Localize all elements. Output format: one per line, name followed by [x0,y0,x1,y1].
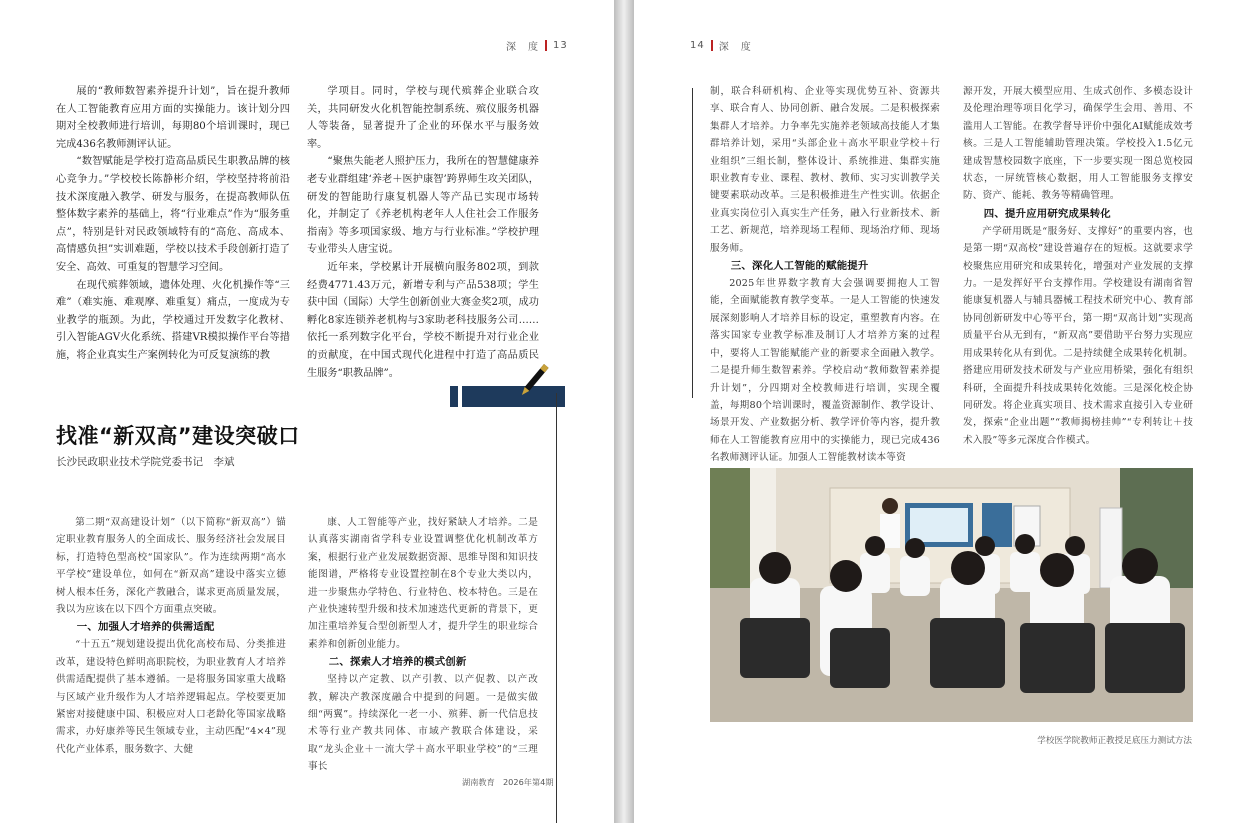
paragraph: “数智赋能是学校打造高品质民生职教品牌的核心竞争力。”学校校长陈静彬介绍，学校坚持将前沿技术深度融入教学、研发与服务，在提高教师队伍整体数字素养的基础上，将“行业难点”作为“服务重点”，特别是针对民政领域特有的“高危、高成本、高情感负担”实训难题，学校以技术手段创新打造了安全、高效、可重复的智慧学习空间。 [56,156,290,273]
classroom-photo [710,468,1193,722]
book-spine [614,0,634,823]
paragraph: 源开发，开展大模型应用、生成式创作、多模态设计及伦理治理等项目化学习，确保学生会用、善用、不滥用人工智能。在教学督导评价中强化AI赋能成效考核。三是人工智能辅助管理决策。学校投入1.5亿元建成智慧校园数字底座，下一步要实现一图总览校园状态，一屏统管核心数据，用人工智能服务支撑安防、资产、能耗、教务等精确管理。 [963,86,1193,202]
left-column-rule [692,88,693,398]
section-heading: 三、深化人工智能的赋能提升 [730,260,869,273]
page-footer: 湖南教育 2026年第4期 [462,777,554,787]
left-column-4 [308,514,538,776]
running-head-title: 深 度 [718,42,752,53]
paragraph: 康、人工智能等产业，找好紧缺人才培养。二是认真落实湖南省学科专业设置调整优化机制改革方案，根据行业产业发展数据资源、思维导图和知识技能图谱，严格将专业设置控制在8个专业大类以内，进一步聚焦办学特色、行业特色、校本特色。三是在产业快速转型升级和技术加速迭代更新的背景下，更加注重培养复合型创新型人才，提升学生的职业综合素养和创新创业能力。 [308,517,538,650]
classroom-photo-image [710,468,1193,722]
paragraph: “聚焦失能老人照护压力，我所在的智慧健康养老专业群组建‘养老＋医护康智’跨界师生攻关团队，研发的智能助行康复机器人等产品已实现市场转化，并制定了《养老机构老年人人住社会工作服务指南》等多项国家级、地方与行业标准。”学校护理专业带头人唐宝说。 [307,156,539,256]
page-number: 13 [553,40,568,51]
left-column-2 [307,83,539,382]
paragraph: 学项目。同时，学校与现代殡葬企业联合攻关，共同研发火化机智能控制系统、殡仪服务机器人等装备，显著提升了企业的环保水平与服务效率。 [307,86,539,150]
left-running-head [506,38,568,53]
left-page [0,0,614,823]
paragraph: 产学研用既是“服务好、支撑好”的重要内容，也是第一期“双高校”建设普遍存在的短板。这就要求学校聚焦应用研究和成果转化，增强对产业发展的支撑力。一是发挥好平台支撑作用。学校建设有湖南省智能康复机器人与辅具器械工程技术研究中心、教育部协同创新研发中心等平台，第一期“双高计划”实现高质量平台从无到有，“新双高”要借助平台努力实现应用成果转化从有到优。二是持续健全成果转化机制。搭建应用研发技术研发与产业应用桥梁，强化有组织科研，全面提升科技成果转化效能。三是深化校企协同研发。将企业真实项目、技术需求直接引入专业研发，探索“企业出题”“教师揭榜挂帅”“专利转让＋技术入股”等多元深度合作模式。 [963,225,1193,446]
article-author: 长沙民政职业技术学院党委书记 李斌 [56,456,235,468]
right-column-2 [963,83,1193,449]
section-heading: 一、加强人才培养的供需适配 [76,621,215,634]
paragraph: “十五五”规划建设提出优化高校布局、分类推进改革，建设特色鲜明高职院校，为职业教育人才培养供需适配提供了基本遵循。一是将服务国家重大战略与区域产业升级作为人才培养逻辑起点。学校要更加紧密对接健康中国、积极应对人口老龄化等国家战略需求，办好康养等民生领域专业，主动匹配“4×4”现代化产业体系，服务数字、大健 [56,639,286,755]
running-head-title: 深 度 [506,42,539,53]
right-column-1 [710,83,940,467]
column-rule [556,393,557,823]
paragraph: 展的“教师数智素养提升计划”，旨在提升教师在人工智能教育应用方面的实操能力。该计划分四期对全校教师进行培训，每期80个培训课时，现已完成436名教师测评认证。 [56,86,290,150]
article-title: 找准“新双高”建设突破口 [56,424,300,448]
left-column-3 [56,514,286,758]
paragraph: 在现代殡葬领域，遗体处理、火化机操作等“三难”（难实施、难观摩、难重复）痛点，一度成为专业教学的瓶颈。为此，学校通过开发数字化教材、引入智能AGV火化系统、搭建VR模拟操作平台等措施，将企业真实生产案例转化为可反复演练的教 [56,279,290,361]
paragraph: 坚持以产定教、以产引教、以产促教、以产改教，解决产教深度融合中提到的问题。一是做实做细“两翼”。持续深化一老一小、殡葬、新一代信息技术等行业产教共同体、市域产教联合体建设，采取“龙头企业＋一流大学＋高水平职业学校”的“三理事长 [308,674,538,773]
section-heading: 四、提升应用研究成果转化 [983,207,1111,220]
section-heading: 二、探索人才培养的模式创新 [328,656,467,669]
running-head-divider [545,40,547,51]
paragraph: 制，联合科研机构、企业等实现优势互补、资源共享、联合育人、协同创新、融合发展。二是积极探索集群人才培养。力争率先实施养老领域高技能人才集群培养计划，采用“头部企业＋高水平职业学校＋行业组织”三组长制，整体设计、系统推进、集群实施职业教育专业、课程、教材、教师、实习实训教学关键要素联动改革。三是积极推进生产性实训。依据企业真实岗位引入真实生产任务，融入行业新技术、新工艺、新规范，培养现场工程师、现场治疗师、现场服务师。 [710,86,940,254]
pen-decoration-icon [448,360,568,410]
right-running-head [690,38,752,53]
page-number: 14 [690,40,705,51]
left-column-1 [56,83,290,365]
paragraph: 第二期“双高建设计划”（以下简称“新双高”）锚定职业教育服务人的全面成长、服务经济社会发展目标，打造特色型高校“国家队”。作为连续两期“高水平学校”建设单位，如何在“新双高”建设中落实立德树人根本任务，深化产教融合，谋求更高质量发展，我以为应该在以下四个方面重点突破。 [56,517,286,616]
photo-caption: 学校医学院教师正教授足底压力测试方法 [1037,736,1192,746]
running-head-divider [711,40,713,51]
paragraph: 近年来，学校累计开展横向服务802项，到款经费4771.43万元，新增专利与产品538项；学生获中国（国际）大学生创新创业大赛金奖2项，成功孵化8家连锁养老机构与3家助老科技服务公司……依托一系列数字化平台，学校不断提升对行业企业的贡献度，在中国式现代化进程中打造了高品质民生服务“职教品牌”。 [307,261,539,379]
paragraph: 2025年世界数字教育大会强调要拥抱人工智能，全面赋能教育教学变革。一是人工智能的快速发展深刻影响人才培养目标的设定，重塑教育内容。在落实国家专业教学标准及制订人才培养方案的过程中，要将人工智能赋能产业的新要求全面融入教学。二是提升师生数智素养。学校启动“教师数智素养提升计划”，分四期对全校教师进行培训，实现全覆盖，每期80个培训课时，覆盖资源制作、教学设计、场景开发、产业数据分析、教学评价等内容，提升教师在人工智能教育应用中的实操能力，现已完成436名教师测评认证。加强人工智能教材读本等资 [710,278,940,464]
